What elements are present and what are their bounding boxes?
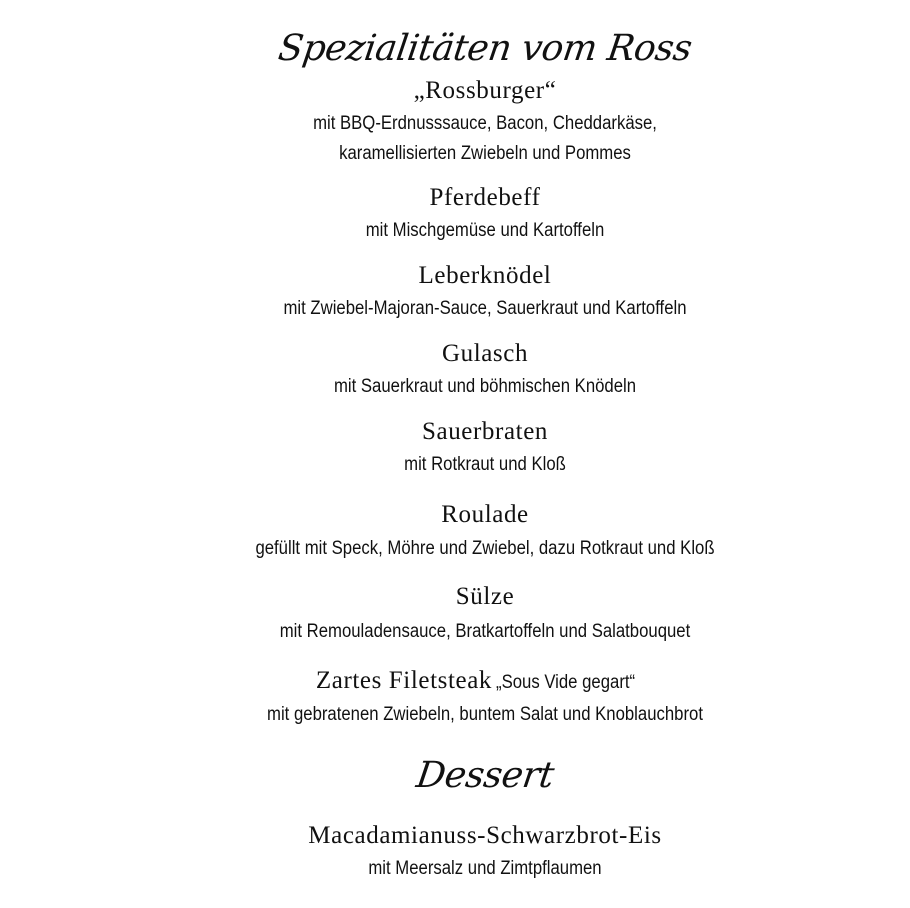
dish-desc-suelze: mit Remouladensauce, Bratkartoffeln und Salatbouquet [279, 621, 691, 642]
dessert-name-macadamia: Macadamianuss-Schwarzbrot-Eis [308, 822, 662, 849]
dish-desc-rossburger-1: mit BBQ-Erdnusssauce, Bacon, Cheddarkäse, [313, 113, 657, 134]
dessert-desc-macadamia: mit Meersalz und Zimtpflaumen [368, 858, 602, 879]
dish-desc-pferdebeff: mit Mischgemüse und Kartoffeln [365, 220, 605, 241]
dish-name-pferdebeff: Pferdebeff [429, 184, 541, 211]
dish-note-sous-vide: „Sous Vide gegart“ [496, 672, 636, 693]
dish-name-roulade: Roulade [441, 501, 529, 528]
dish-name-rossburger: „Rossburger“ [413, 77, 557, 104]
dish-desc-leberknoedel: mit Zwiebel-Majoran-Sauce, Sauerkraut und Kartoffeln [283, 298, 687, 319]
dish-name-leberknoedel: Leberknödel [418, 262, 552, 289]
section-title-specialties: Spezialitäten vom Ross [275, 28, 695, 69]
dish-desc-roulade: gefüllt mit Speck, Möhre und Zwiebel, dazu Rotkraut und Kloß [255, 538, 715, 559]
dish-name-gulasch: Gulasch [441, 340, 529, 367]
dish-desc-filetsteak: mit gebratenen Zwiebeln, buntem Salat und Knoblauchbrot [267, 704, 703, 725]
dish-desc-sauerbraten: mit Rotkraut und Kloß [404, 454, 566, 475]
dish-heading-filetsteak [0, 667, 910, 695]
dish-name-sauerbraten: Sauerbraten [422, 418, 548, 445]
dish-desc-rossburger-2: karamellisierten Zwiebeln und Pommes [339, 143, 631, 164]
section-title-dessert: Dessert [413, 755, 557, 796]
dish-name-suelze: Sülze [455, 583, 515, 610]
dish-desc-gulasch: mit Sauerkraut und böhmischen Knödeln [333, 376, 637, 397]
dish-name-filetsteak: Zartes Filetsteak [315, 667, 493, 694]
